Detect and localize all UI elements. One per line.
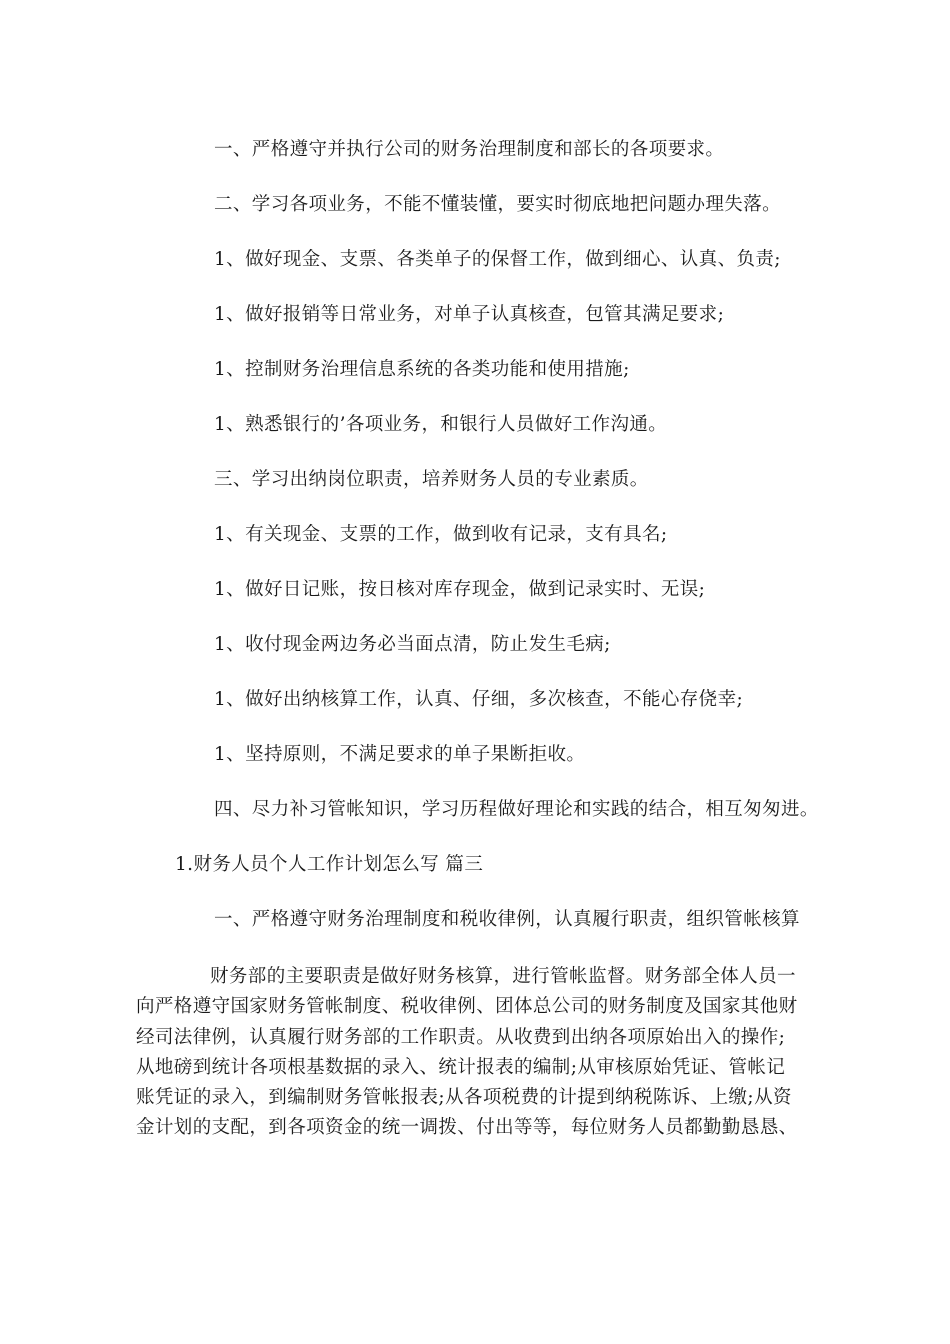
subheading: 一、严格遵守财务治理制度和税收律例，认真履行职责，组织管帐核算 bbox=[214, 909, 800, 930]
item-line: 1、熟悉银行的’各项业务，和银行人员做好工作沟通。 bbox=[214, 414, 668, 435]
item-line: 三、学习出纳岗位职责，培养财务人员的专业素质。 bbox=[214, 469, 649, 490]
item-line: 1、做好出纳核算工作，认真、仔细，多次核查，不能心存侥幸; bbox=[214, 689, 744, 710]
item-line: 1、控制财务治理信息系统的各类功能和使用措施; bbox=[214, 359, 630, 380]
item-line: 一、严格遵守并执行公司的财务治理制度和部长的各项要求。 bbox=[214, 139, 725, 160]
paragraph-line: 从地磅到统计各项根基数据的录入、统计报表的编制;从审核原始凭证、管帐记 bbox=[136, 1056, 786, 1078]
item-line: 1、做好现金、支票、各类单子的保督工作，做到细心、认真、负责; bbox=[214, 249, 781, 270]
body-paragraph bbox=[136, 962, 816, 1144]
item-line: 1、坚持原则，不满足要求的单子果断拒收。 bbox=[214, 744, 586, 765]
item-line: 1、做好日记账，按日核对库存现金，做到记录实时、无误; bbox=[214, 579, 706, 600]
item-line: 1、做好报销等日常业务，对单子认真核查，包管其满足要求; bbox=[214, 304, 725, 325]
paragraph-line: 向严格遵守国家财务管帐制度、税收律例、团体总公司的财务制度及国家其他财 bbox=[136, 996, 798, 1018]
paragraph-line: 经司法律例，认真履行财务部的工作职责。从收费到出纳各项原始出入的操作; bbox=[136, 1026, 786, 1048]
paragraph-line: 财务部的主要职责是做好财务核算，进行管帐监督。财务部全体人员一 bbox=[210, 966, 796, 987]
item-line: 二、学习各项业务，不能不懂装懂，要实时彻底地把问题办理失落。 bbox=[214, 194, 782, 215]
item-line: 1、收付现金两边务必当面点清，防止发生毛病; bbox=[214, 634, 611, 655]
item-line: 1、有关现金、支票的工作，做到收有记录，支有具名; bbox=[214, 524, 668, 545]
section-heading: 1.财务人员个人工作计划怎么写 篇三 bbox=[175, 854, 484, 875]
paragraph-line: 金计划的支配，到各项资金的统一调拨、付出等等，每位财务人员都勤勤恳恳、 bbox=[136, 1117, 798, 1139]
paragraph-line: 账凭证的录入，到编制财务管帐报表;从各项税费的计提到纳税陈诉、上缴;从资 bbox=[136, 1087, 792, 1109]
item-line: 四、尽力补习管帐知识，学习历程做好理论和实践的结合，相互匆匆进。 bbox=[214, 799, 819, 820]
